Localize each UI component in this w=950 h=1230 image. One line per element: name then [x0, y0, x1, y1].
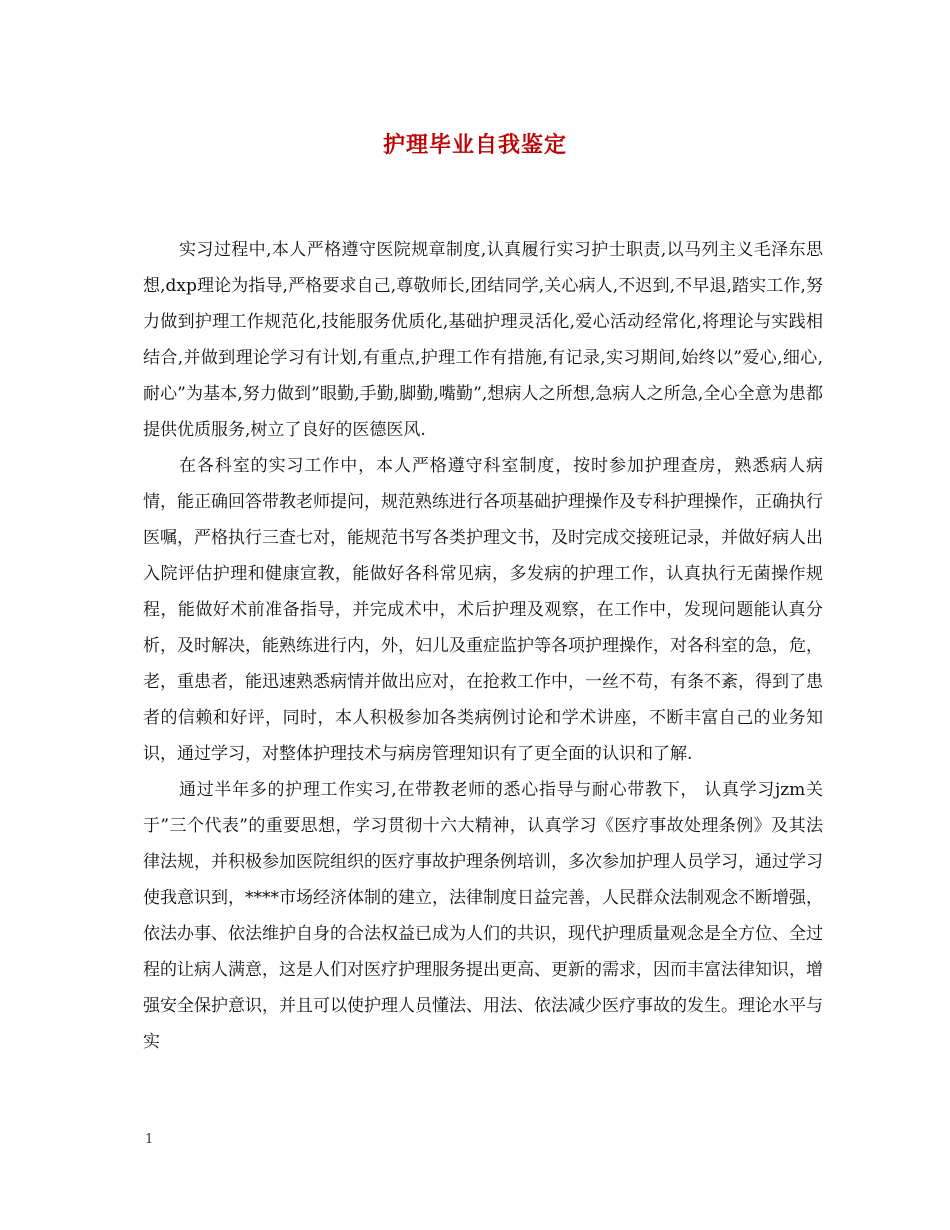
paragraph-legal-study: 通过半年多的护理工作实习,在带教老师的悉心指导与耐心带教下， 认真学习jzm关于”三个代表”的重要思想，学习贯彻十六大精神，认真学习《医疗事故处理条例》及其法律法规，并积极参加医院组织的医疗事故护理条例培训，多次参加护理人员学习，通过学习使我意识到，****市场经济体制的建立，法律制度日益完善，人民群众法制观念不断增强，依法办事、依法维护自身的合法权益已成为人们的共识，现代护理质量观念是全方位、全过程的让病人满意，这是人们对医疗护理服务提出更高、更新的需求，因而丰富法律知识，增强安全保护意识，并且可以使护理人员懂法、用法、依法减少医疗事故的发生。理论水平与实 [143, 780, 823, 1052]
document-body [143, 232, 823, 1060]
page-number: 1 [145, 1132, 154, 1147]
document-title: 护理毕业自我鉴定 [382, 133, 567, 158]
paragraph-department-work: 在各科室的实习工作中，本人严格遵守科室制度，按时参加护理查房，熟悉病人病情，能正确回答带教老师提问，规范熟练进行各项基础护理操作及专科护理操作，正确执行医嘱，严格执行三查七对，能规范书写各类护理文书，及时完成交接班记录，并做好病人出入院评估护理和健康宣教，能做好各科常见病，多发病的护理工作，认真执行无菌操作规程，能做好术前准备指导，并完成术中，术后护理及观察，在工作中，发现问题能认真分析，及时解决，能熟练进行内，外，妇儿及重症监护等各项护理操作，对各科室的急，危，老，重患者，能迅速熟悉病情并做出应对，在抢救工作中，一丝不苟，有条不紊，得到了患者的信赖和好评，同时，本人积极参加各类病例讨论和学术讲座，不断丰富自己的业务知识，通过学习，对整体护理技术与病房管理知识有了更全面的认识和了解. [143, 456, 823, 764]
paragraph-internship-conduct: 实习过程中,本人严格遵守医院规章制度,认真履行实习护士职责,以马列主义毛泽东思想,dxp理论为指导,严格要求自己,尊敬师长,团结同学,关心病人,不迟到,不早退,踏实工作,努力做到护理工作规范化,技能服务优质化,基础护理灵活化,爱心活动经常化,将理论与实践相结合,并做到理论学习有计划,有重点,护理工作有措施,有记录,实习期间,始终以”爱心,细心,耐心”为基本,努力做到”眼勤,手勤,脚勤,嘴勤”,想病人之所想,急病人之所急,全心全意为患都提供优质服务,树立了良好的医德医风. [143, 240, 823, 440]
